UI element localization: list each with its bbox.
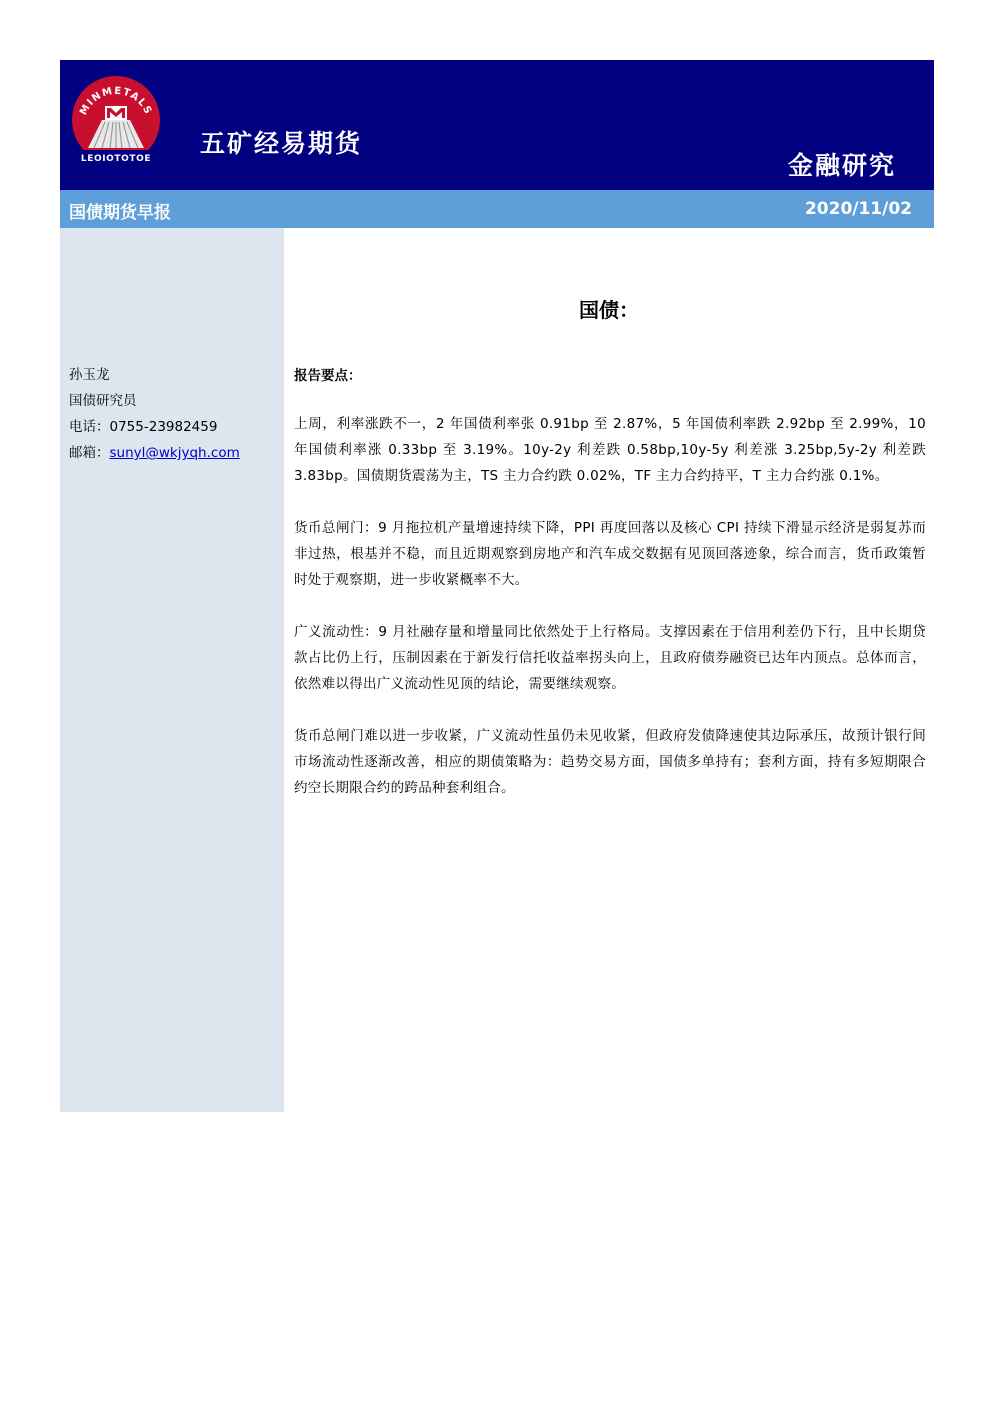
phone-label: 电话： — [69, 419, 110, 435]
author-info — [69, 362, 240, 466]
paragraph-weekly-rates: 上周，利率涨跌不一，2 年国债利率张 0.91bp 至 2.87%，5 年国债利率跌 2.92bp 至 2.99%，10 年国债利率涨 0.33bp 至 3.19%。10y-2y 利差跌 0.58bp,10y-5y 利差涨 3.25bp,5y-2y 利差跌 3.83bp。国债期货震荡为主，TS 主力合约跌 0.02%，TF 主力合约持平，T 主力合约涨 0.1%。 — [294, 416, 926, 484]
email-label: 邮箱： — [69, 445, 110, 461]
svg-text:LEOIOTOTOE: LEOIOTOTOE — [80, 154, 152, 164]
author-title: 国债研究员 — [69, 393, 137, 409]
author-email-row — [69, 440, 240, 466]
key-points-label: 报告要点： — [294, 368, 362, 384]
company-name: 五矿经易期货 — [200, 129, 363, 158]
author-phone-row — [69, 414, 240, 440]
report-subbar — [60, 190, 934, 228]
header-banner — [60, 60, 934, 190]
email-link[interactable]: sunyl@wkjyqh.com — [109, 445, 240, 461]
section-title: 金融研究 — [787, 151, 896, 180]
report-date: 2020/11/02 — [804, 199, 912, 219]
svg-text:MINMETALS: MINMETALS — [78, 85, 154, 118]
author-sidebar — [60, 228, 284, 1112]
phone-number: 0755-23982459 — [109, 419, 218, 435]
report-body — [294, 411, 926, 827]
paragraph-strategy: 货币总闸门难以进一步收紧，广义流动性虽仍未见收紧，但政府发债降速使其边际承压，故预计银行间市场流动性逐渐改善，相应的期债策略为：趋势交易方面，国债多单持有；套利方面，持有多短期限合约空长期限合约的跨品种套利组合。 — [294, 728, 926, 796]
report-type: 国债期货早报 — [69, 203, 171, 223]
paragraph-broad-liquidity: 广义流动性：9 月社融存量和增量同比依然处于上行格局。支撑因素在于信用利差仍下行，且中长期贷款占比仍上行，压制因素在于新发行信托收益率拐头向上，且政府债券融资已达年内顶点。总体而言，依然难以得出广义流动性见顶的结论，需要继续观察。 — [294, 624, 926, 692]
paragraph-monetary-gate: 货币总闸门：9 月拖拉机产量增速持续下降，PPI 再度回落以及核心 CPI 持续下滑显示经济是弱复苏而非过热，根基并不稳，而且近期观察到房地产和汽车成交数据有见顶回落迹象，综合而言，货币政策暂时处于观察期，进一步收紧概率不大。 — [294, 520, 926, 588]
author-name: 孙玉龙 — [69, 367, 110, 383]
main-heading: 国债： — [579, 298, 639, 322]
minmetals-logo-icon — [70, 76, 162, 168]
